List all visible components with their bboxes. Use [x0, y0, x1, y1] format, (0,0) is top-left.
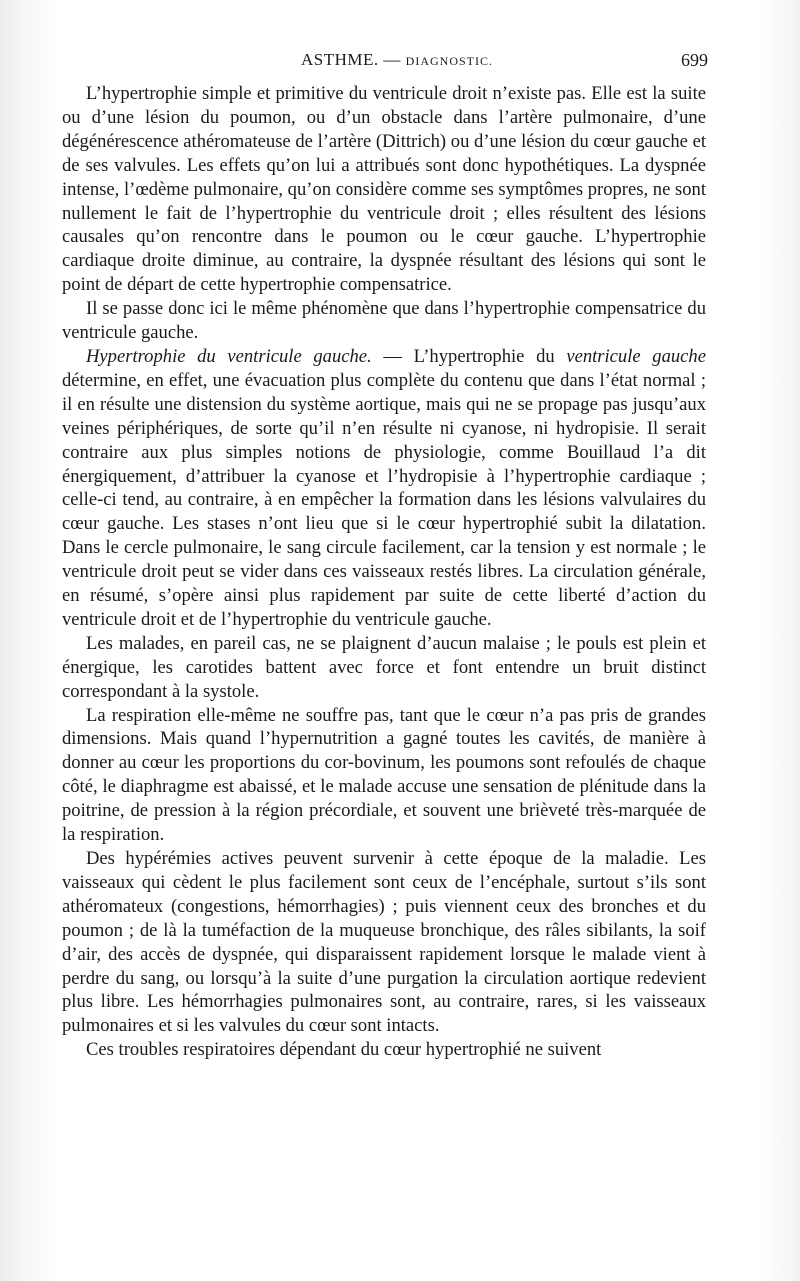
page-number: 699	[681, 50, 708, 70]
paragraph-3-body: détermine, en effet, une évacuation plus complète du contenu que dans l’état normal ; il en résulte une distension du système aortique, mais qui ne se propage pas jusqu’aux veines périphériques, de sorte qu’il n’en résulte ni cyanose, ni hydropisie. Il serait contraire aux plus simples notions de physiologie, comme Bouillaud l’a dit énergiquement, d’attribuer la cyanose et l’hydropisie à l’hypertrophie cardiaque ; celle-ci tend, au contraire, à en empêcher la formation dans les lésions valvulaires du cœur gauche. Les stases n’ont lieu que si le cœur hypertrophié subit la dilatation. Dans le cercle pulmonaire, le sang circule facilement, car la tension y est normale ; le ventricule droit peut se vider dans ces vaisseaux restés libres. La circulation générale, en résumé, s’opère ainsi plus rapidement par suite de cette liberté d’action du ventricule droit et de l’hypertrophie du ventricule gauche.	[62, 369, 706, 630]
paragraph-4: Les malades, en pareil cas, ne se plaignent d’aucun malaise ; le pouls est plein et énergique, les carotides battent avec force et font entendre un bruit distinct correspondant à la systole.	[62, 632, 706, 702]
running-title	[86, 50, 708, 70]
italic-term: ventricule gauche	[566, 345, 706, 367]
section-heading-italic: Hypertrophie du ventricule gauche.	[86, 345, 372, 367]
running-header	[86, 50, 708, 74]
header-dash: —	[383, 50, 401, 69]
paragraph-7: Ces troubles respiratoires dépendant du cœur hypertrophié ne suivent	[86, 1039, 602, 1061]
paragraph-6: Des hypérémies actives peuvent survenir à cette époque de la maladie. Les vaisseaux qui cèdent le plus facilement sont ceux de l’encéphale, surtout s’ils sont athéromateux (congestions, hémorrhagies) ; puis viennent ceux des bronches et du poumon ; de là la tuméfaction de la muqueuse bronchique, des râles sibilants, la soif d’air, des accès de dyspnée, qui disparaissent rapidement lorsque le malade vient à perdre du sang, ou lorsqu’à la suite d’une purgation la circulation aortique redevient plus libre. Les hémorrhagies pulmonaires sont, au contraire, rares, si les vaisseaux pulmonaires et si les valvules du cœur sont intacts.	[62, 848, 706, 1037]
header-title: ASTHME.	[301, 50, 379, 69]
paragraph-3	[62, 345, 706, 632]
body-text	[62, 82, 706, 1062]
heading-separator: — L’hypertrophie du	[371, 345, 567, 367]
paragraph-5: La respiration elle-même ne souffre pas, tant que le cœur n’a pas pris de grandes dimensions. Mais quand l’hypernutrition a gagné toutes les cavités, de manière à donner au cœur les proportions du cor-bovinum, les poumons sont refoulés de chaque côté, le diaphragme est abaissé, et le malade accuse une sensation de plénitude dans la poitrine, de pression à la région précordiale, et souvent une brièveté très-marquée de la respiration.	[62, 704, 706, 846]
header-section: DIAGNOSTIC.	[405, 54, 493, 68]
paragraph-1: L’hypertrophie simple et primitive du ventricule droit n’existe pas. Elle est la suite ou d’une lésion du poumon, ou d’un obstacle dans l’artère pulmonaire, d’une dégénérescence athéromateuse de l’artère (Dittrich) ou d’une lésion du cœur gauche et de ses valvules. Les effets qu’on lui a attribués sont donc hypothétiques. La dyspnée intense, l’œdème pulmonaire, qu’on considère comme ses symptômes propres, ne sont nullement le fait de l’hypertrophie du ventricule droit ; elles résultent des lésions causales qu’on rencontre dans le poumon ou le cœur gauche. L’hypertrophie cardiaque droite diminue, au contraire, la dyspnée résultant des lésions qui sont le point de départ de cette hypertrophie compensatrice.	[62, 83, 706, 296]
paragraph-2: Il se passe donc ici le même phénomène que dans l’hypertrophie compensatrice du ventricule gauche.	[62, 298, 706, 344]
